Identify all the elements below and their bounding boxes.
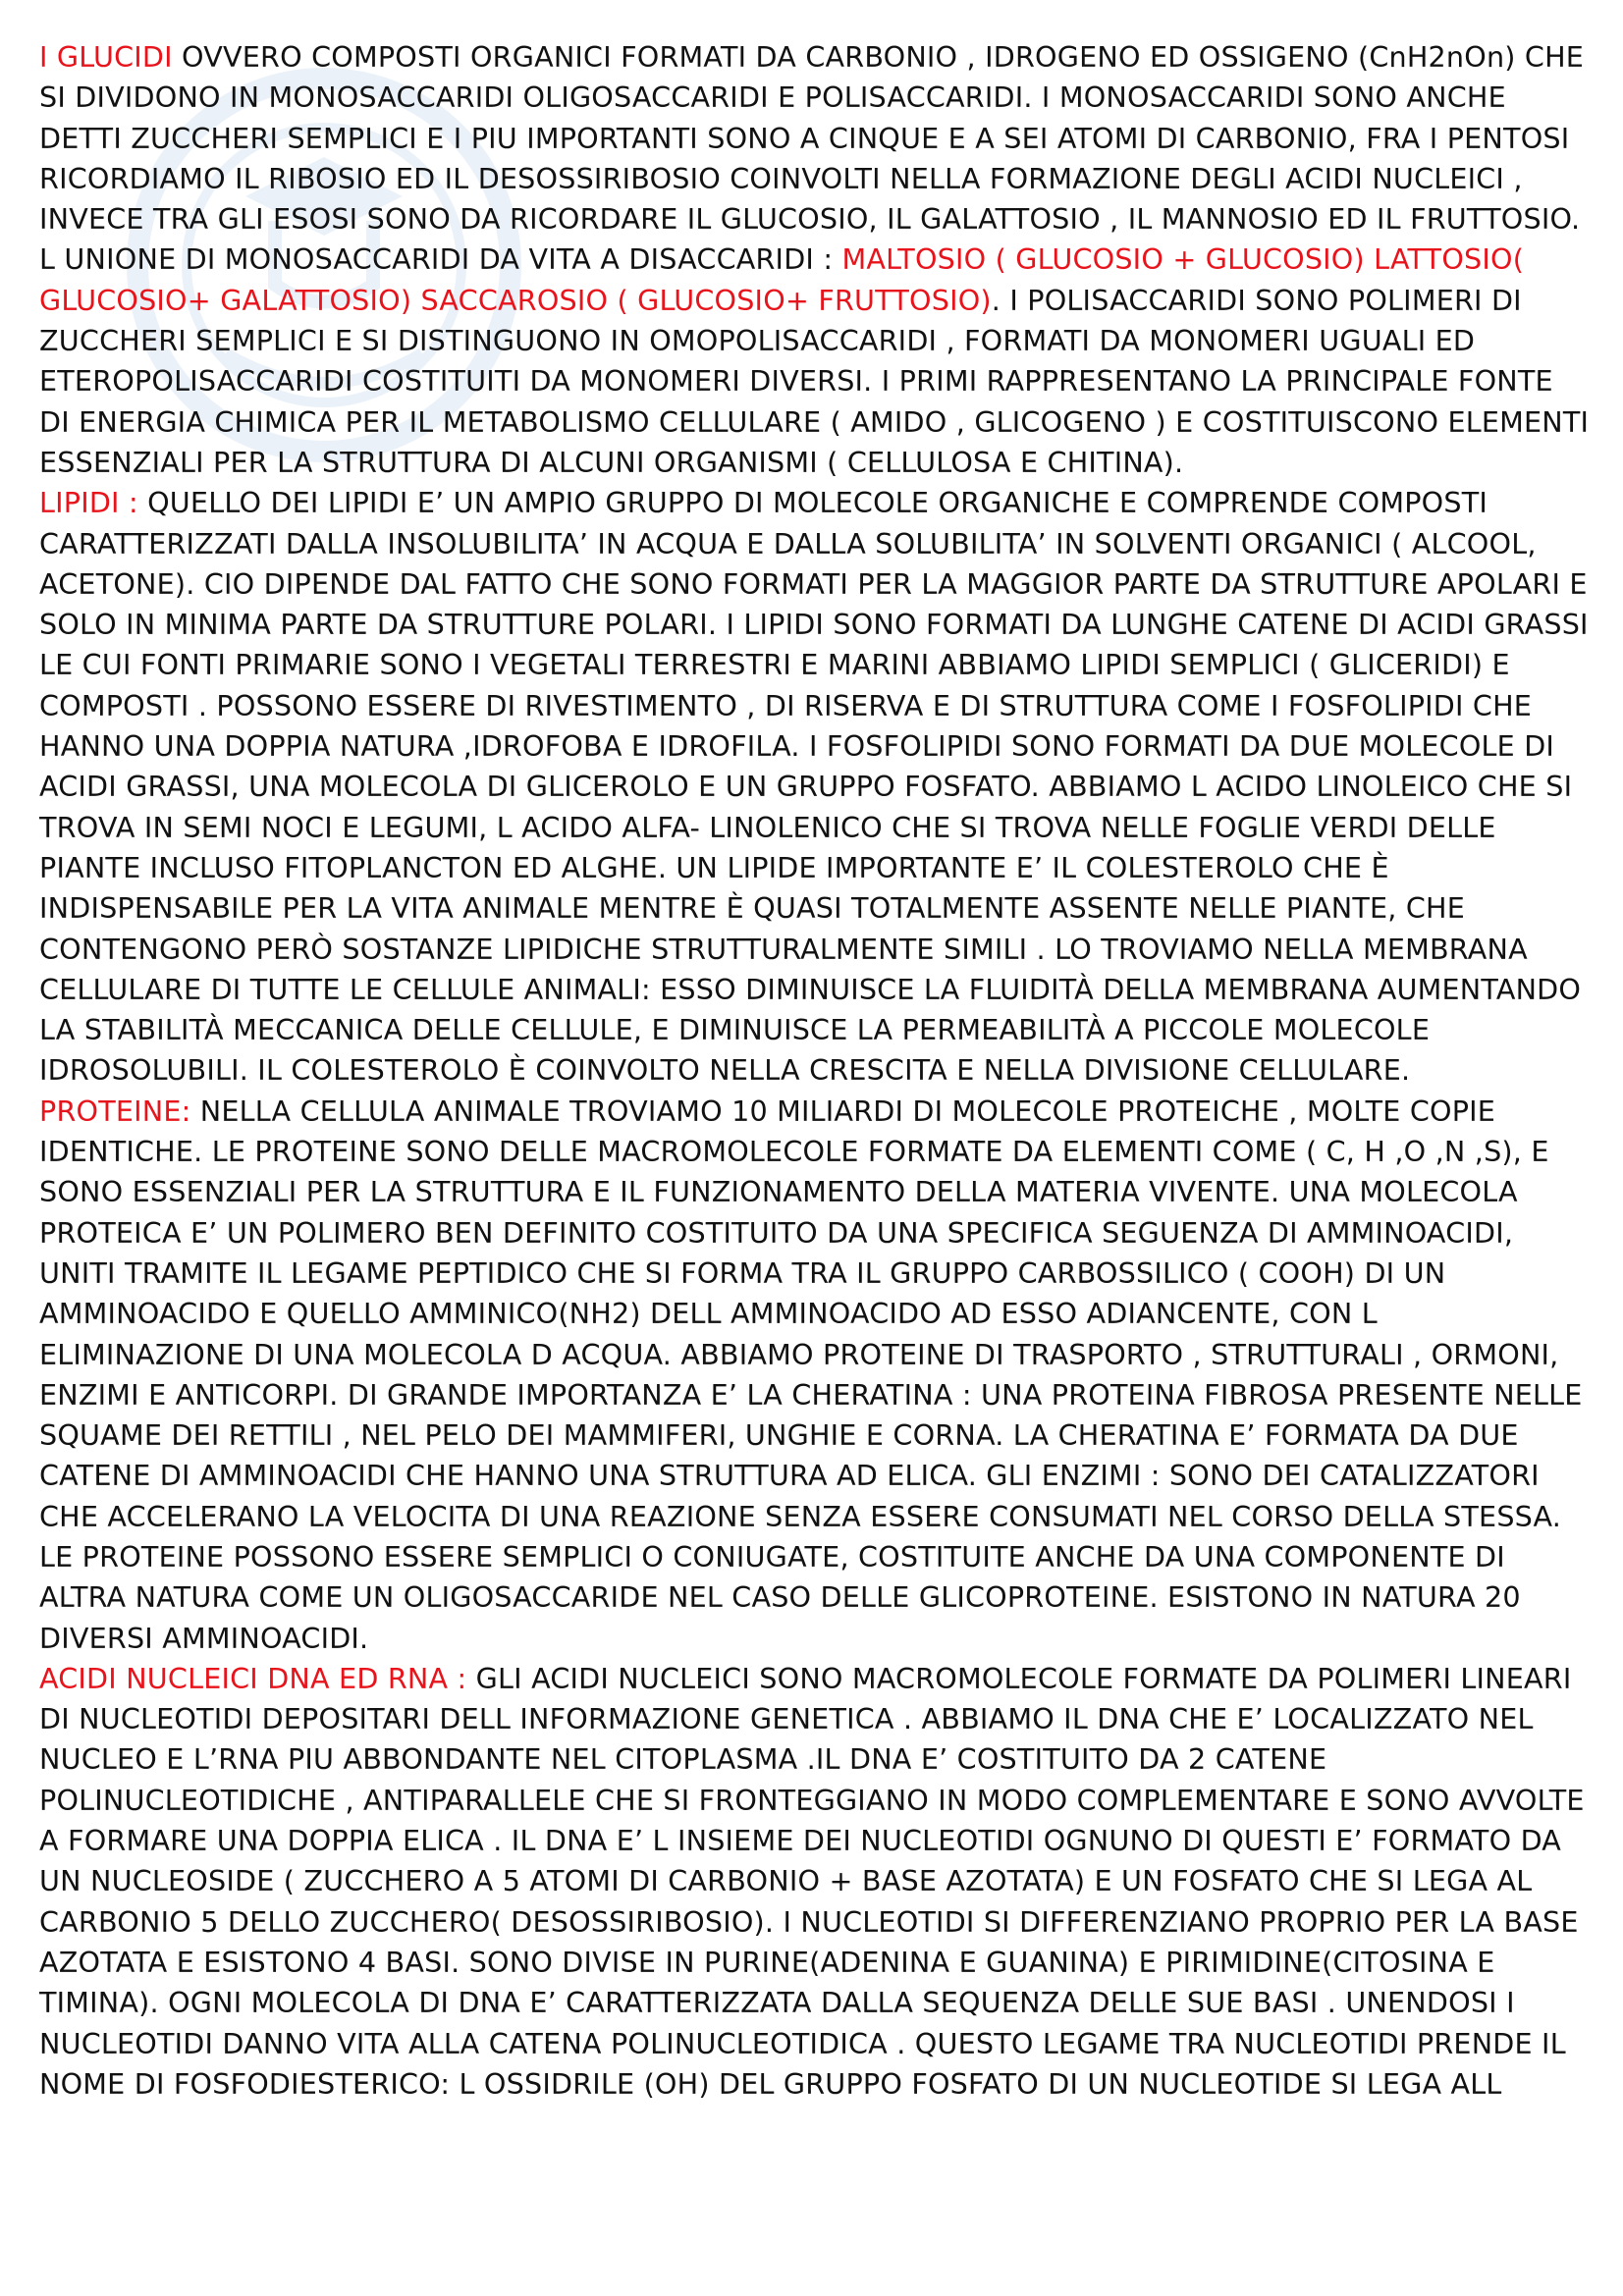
paragraph-2	[39, 1092, 1591, 1659]
highlighted-text: I GLUCIDI	[39, 40, 173, 74]
highlighted-text: ACIDI NUCLEICI DNA ED RNA :	[39, 1661, 467, 1695]
body-text: QUELLO DEI LIPIDI E’ UN AMPIO GRUPPO DI MOLECOLE ORGANICHE E COMPRENDE COMPOSTI CARATTERIZZATI DALLA INSOLUBILITA’ IN ACQUA E DALLA SOLUBILITA’ IN SOLVENTI ORGANICI ( ALCOOL, ACETONE). CIO DIPENDE DAL FATTO CHE SONO FORMATI PER LA MAGGIOR PARTE DA STRUTTURE APOLARI E SOLO IN MINIMA PARTE DA STRUTTURE POLARI. I LIPIDI SONO FORMATI DA LUNGHE CATENE DI ACIDI GRASSI LE CUI FONTI PRIMARIE SONO I VEGETALI TERRESTRI E MARINI ABBIAMO LIPIDI SEMPLICI ( GLICERIDI) E COMPOSTI . POSSONO ESSERE DI RIVESTIMENTO , DI RISERVA E DI STRUTTURA COME I FOSFOLIPIDI CHE HANNO UNA DOPPIA NATURA ,IDROFOBA E IDROFILA. I FOSFOLIPIDI SONO FORMATI DA DUE MOLECOLE DI ACIDI GRASSI, UNA MOLECOLA DI GLICEROLO E UN GRUPPO FOSFATO. ABBIAMO L ACIDO LINOLEICO CHE SI TROVA IN SEMI NOCI E LEGUMI, L ACIDO ALFA- LINOLENICO CHE SI TROVA NELLE FOGLIE VERDI DELLE PIANTE INCLUSO FITOPLANCTON ED ALGHE. UN LIPIDE IMPORTANTE E’ IL COLESTEROLO CHE È INDISPENSABILE PER LA VITA ANIMALE MENTRE È QUASI TOTALMENTE ASSENTE NELLE PIANTE, CHE CONTENGONO PERÒ SOSTANZE LIPIDICHE STRUTTURALMENTE SIMILI . LO TROVIAMO NELLA MEMBRANA CELLULARE DI TUTTE LE CELLULE ANIMALI: ESSO DIMINUISCE LA FLUIDITÀ DELLA MEMBRANA AUMENTANDO LA STABILITÀ MECCANICA DELLE CELLULE, E DIMINUISCE LA PERMEABILITÀ A PICCOLE MOLECOLE IDROSOLUBILI. IL COLESTEROLO È COINVOLTO NELLA CRESCITA E NELLA DIVISIONE CELLULARE.	[39, 486, 1589, 1088]
paragraph-1	[39, 483, 1591, 1091]
body-text: GLI ACIDI NUCLEICI SONO MACROMOLECOLE FORMATE DA POLIMERI LINEARI DI NUCLEOTIDI DEPOSITARI DELL INFORMAZIONE GENETICA . ABBIAMO IL DNA CHE E’ LOCALIZZATO NEL NUCLEO E L’RNA PIU ABBONDANTE NEL CITOPLASMA .IL DNA E’ COSTITUITO DA 2 CATENE POLINUCLEOTIDICHE , ANTIPARALLELE CHE SI FRONTEGGIANO IN MODO COMPLEMENTARE E SONO AVVOLTE A FORMARE UNA DOPPIA ELICA . IL DNA E’ L INSIEME DEI NUCLEOTIDI OGNUNO DI QUESTI E’ FORMATO DA UN NUCLEOSIDE ( ZUCCHERO A 5 ATOMI DI CARBONIO + BASE AZOTATA) E UN FOSFATO CHE SI LEGA AL CARBONIO 5 DELLO ZUCCHERO( DESOSSIRIBOSIO). I NUCLEOTIDI SI DIFFERENZIANO PROPRIO PER LA BASE AZOTATA E ESISTONO 4 BASI. SONO DIVISE IN PURINE(ADENINA E GUANINA) E PIRIMIDINE(CITOSINA E TIMINA). OGNI MOLECOLA DI DNA E’ CARATTERIZZATA DALLA SEQUENZA DELLE SUE BASI . UNENDOSI I NUCLEOTIDI DANNO VITA ALLA CATENA POLINUCLEOTIDICA . QUESTO LEGAME TRA NUCLEOTIDI PRENDE IL NOME DI FOSFODIESTERICO: L OSSIDRILE (OH) DEL GRUPPO FOSFATO DI UN NUCLEOTIDE SI LEGA ALL	[39, 1661, 1585, 2101]
highlighted-text: MALTOSIO ( GLUCOSIO + GLUCOSIO) LATTOSIO( GLUCOSIO+ GALATTOSIO) SACCAROSIO ( GLUCOSIO+ FRUTTOSIO)	[39, 242, 1525, 317]
body-text: . I POLISACCARIDI SONO POLIMERI DI ZUCCHERI SEMPLICI E SI DISTINGUONO IN OMOPOLISACCARIDI , FORMATI DA MONOMERI UGUALI ED ETEROPOLISACCARIDI COSTITUITI DA MONOMERI DIVERSI. I PRIMI RAPPRESENTANO LA PRINCIPALE FONTE DI ENERGIA CHIMICA PER IL METABOLISMO CELLULARE ( AMIDO , GLICOGENO ) E COSTITUISCONO ELEMENTI ESSENZIALI PER LA STRUTTURA DI ALCUNI ORGANISMI ( CELLULOSA E CHITINA).	[39, 283, 1590, 479]
highlighted-text: PROTEINE:	[39, 1094, 191, 1128]
paragraph-3	[39, 1659, 1591, 2105]
body-text: OVVERO COMPOSTI ORGANICI FORMATI DA CARBONIO , IDROGENO ED OSSIGENO (CnH2nOn) CHE SI DIVIDONO IN MONOSACCARIDI OLIGOSACCARIDI E POLISACCARIDI. I MONOSACCARIDI SONO ANCHE DETTI ZUCCHERI SEMPLICI E I PIU IMPORTANTI SONO A CINQUE E A SEI ATOMI DI CARBONIO, FRA I PENTOSI RICORDIAMO IL RIBOSIO ED IL DESOSSIRIBOSIO COINVOLTI NELLA FORMAZIONE DEGLI ACIDI NUCLEICI , INVECE TRA GLI ESOSI SONO DA RICORDARE IL GLUCOSIO, IL GALATTOSIO , IL MANNOSIO ED IL FRUTTOSIO. L UNIONE DI MONOSACCARIDI DA VITA A DISACCARIDI :	[39, 40, 1585, 277]
document-body	[39, 37, 1591, 2105]
body-text: NELLA CELLULA ANIMALE TROVIAMO 10 MILIARDI DI MOLECOLE PROTEICHE , MOLTE COPIE IDENTICHE. LE PROTEINE SONO DELLE MACROMOLECOLE FORMATE DA ELEMENTI COME ( C, H ,O ,N ,S), E SONO ESSENZIALI PER LA STRUTTURA E IL FUNZIONAMENTO DELLA MATERIA VIVENTE. UNA MOLECOLA PROTEICA E’ UN POLIMERO BEN DEFINITO COSTITUITO DA UNA SPECIFICA SEGUENZA DI AMMINOACIDI, UNITI TRAMITE IL LEGAME PEPTIDICO CHE SI FORMA TRA IL GRUPPO CARBOSSILICO ( COOH) DI UN AMMINOACIDO E QUELLO AMMINICO(NH2) DELL AMMINOACIDO AD ESSO ADIANCENTE, CON L ELIMINAZIONE DI UNA MOLECOLA D ACQUA. ABBIAMO PROTEINE DI TRASPORTO , STRUTTURALI , ORMONI, ENZIMI E ANTICORPI. DI GRANDE IMPORTANZA E’ LA CHERATINA : UNA PROTEINA FIBROSA PRESENTE NELLE SQUAME DEI RETTILI , NEL PELO DEI MAMMIFERI, UNGHIE E CORNA. LA CHERATINA E’ FORMATA DA DUE CATENE DI AMMINOACIDI CHE HANNO UNA STRUTTURA AD ELICA. GLI ENZIMI : SONO DEI CATALIZZATORI CHE ACCELERANO LA VELOCITA DI UNA REAZIONE SENZA ESSERE CONSUMATI NEL CORSO DELLA STESSA. LE PROTEINE POSSONO ESSERE SEMPLICI O CONIUGATE, COSTITUITE ANCHE DA UNA COMPONENTE DI ALTRA NATURA COME UN OLIGOSACCARIDE NEL CASO DELLE GLICOPROTEINE. ESISTONO IN NATURA 20 DIVERSI AMMINOACIDI.	[39, 1094, 1583, 1655]
paragraph-0	[39, 37, 1591, 483]
highlighted-text: LIPIDI :	[39, 486, 138, 520]
